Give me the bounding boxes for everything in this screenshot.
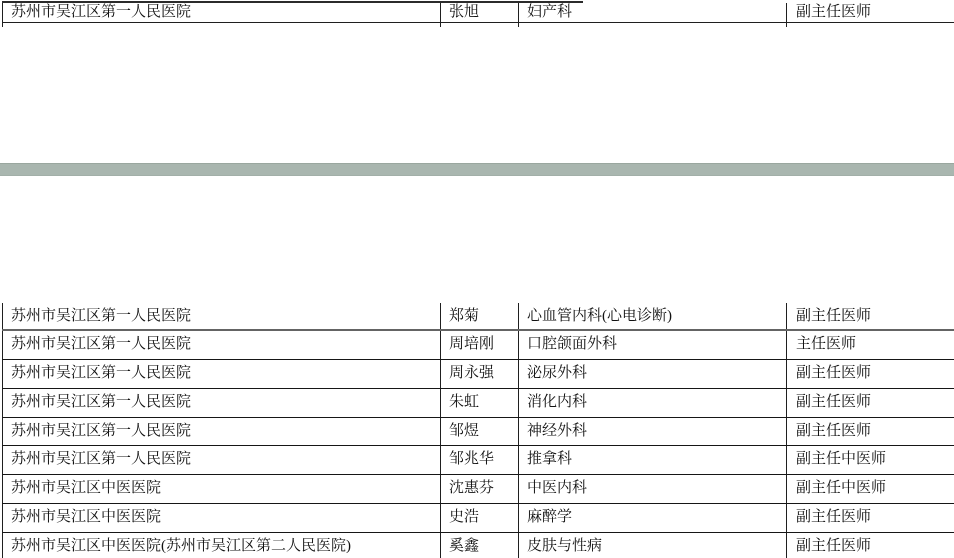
- table-page1-rows: [2, 1, 954, 23]
- table-cell-hospital: 苏州市吴江区第一人民医院: [2, 331, 440, 359]
- table-cell-stub: [2, 23, 440, 28]
- table-cell-department: 妇产科: [518, 3, 786, 22]
- table-row: [2, 331, 954, 360]
- table-cell-doctor-name: 邹兆华: [440, 446, 518, 474]
- table-cell-department: 消化内科: [518, 389, 786, 417]
- table-cell-title: 副主任医师: [786, 389, 954, 417]
- table-cell-department: 中医内科: [518, 475, 786, 503]
- table-cell-department: 口腔颌面外科: [518, 331, 786, 359]
- table-cell-title: 副主任医师: [786, 533, 954, 558]
- table-row: [2, 360, 954, 389]
- table-cell-doctor-name: 邹煜: [440, 418, 518, 446]
- table-cell-hospital: 苏州市吴江区中医医院: [2, 475, 440, 503]
- table-cell-doctor-name: 周永强: [440, 360, 518, 388]
- table-cell-title: 副主任医师: [786, 360, 954, 388]
- page-separator-band: [0, 163, 954, 176]
- table-cell-department: 泌尿外科: [518, 360, 786, 388]
- table-page2-rows: [2, 303, 954, 558]
- table-cell-department: 推拿科: [518, 446, 786, 474]
- table-cell-hospital: 苏州市吴江区第一人民医院: [2, 418, 440, 446]
- table-cell-stub: [518, 23, 786, 28]
- table-row: [2, 475, 954, 504]
- table-cell-doctor-name: 奚鑫: [440, 533, 518, 558]
- table-row: [2, 504, 954, 533]
- table-page1-fragment: [2, 1, 954, 27]
- table-cell-hospital: 苏州市吴江区中医医院: [2, 504, 440, 532]
- table-cell-doctor-name: 朱虹: [440, 389, 518, 417]
- table-cell-doctor-name: 周培刚: [440, 331, 518, 359]
- table-cell-title: 主任医师: [786, 331, 954, 359]
- table-row: [2, 303, 954, 332]
- table-row: [2, 533, 954, 558]
- table-row: [2, 418, 954, 447]
- table-cell-stub: [786, 23, 954, 28]
- table-cell-department: 神经外科: [518, 418, 786, 446]
- table-page2-fragment: [2, 303, 954, 558]
- table-row: [2, 446, 954, 475]
- table-cell-hospital: 苏州市吴江区第一人民医院: [2, 360, 440, 388]
- table-row-cut-stub: [2, 23, 954, 28]
- table-cell-hospital: 苏州市吴江区中医医院(苏州市吴江区第二人民医院): [2, 533, 440, 558]
- table-row-divider: [2, 1, 583, 3]
- table-cell-title: 副主任医师: [786, 303, 954, 330]
- table-cell-hospital: 苏州市吴江区第一人民医院: [2, 446, 440, 474]
- table-cell-title: 副主任中医师: [786, 446, 954, 474]
- table-cell-doctor-name: 沈惠芬: [440, 475, 518, 503]
- table-cell-hospital: 苏州市吴江区第一人民医院: [2, 303, 440, 330]
- table-cell-doctor-name: 郑菊: [440, 303, 518, 330]
- table-cell-doctor-name: 张旭: [440, 3, 518, 22]
- table-cell-title: 副主任医师: [786, 418, 954, 446]
- table-row: [2, 389, 954, 418]
- table-cell-department: 麻醉学: [518, 504, 786, 532]
- table-cell-stub: [440, 23, 518, 28]
- table-cell-department: 皮肤与性病: [518, 533, 786, 558]
- table-row: [2, 3, 954, 23]
- table-cell-title: 副主任医师: [786, 504, 954, 532]
- table-cell-department: 心血管内科(心电诊断): [518, 303, 786, 330]
- table-cell-hospital: 苏州市吴江区第一人民医院: [2, 389, 440, 417]
- table-cell-title: 副主任中医师: [786, 475, 954, 503]
- table-cell-doctor-name: 史浩: [440, 504, 518, 532]
- table-cell-title: 副主任医师: [786, 3, 954, 22]
- table-cell-hospital: 苏州市吴江区第一人民医院: [2, 3, 440, 22]
